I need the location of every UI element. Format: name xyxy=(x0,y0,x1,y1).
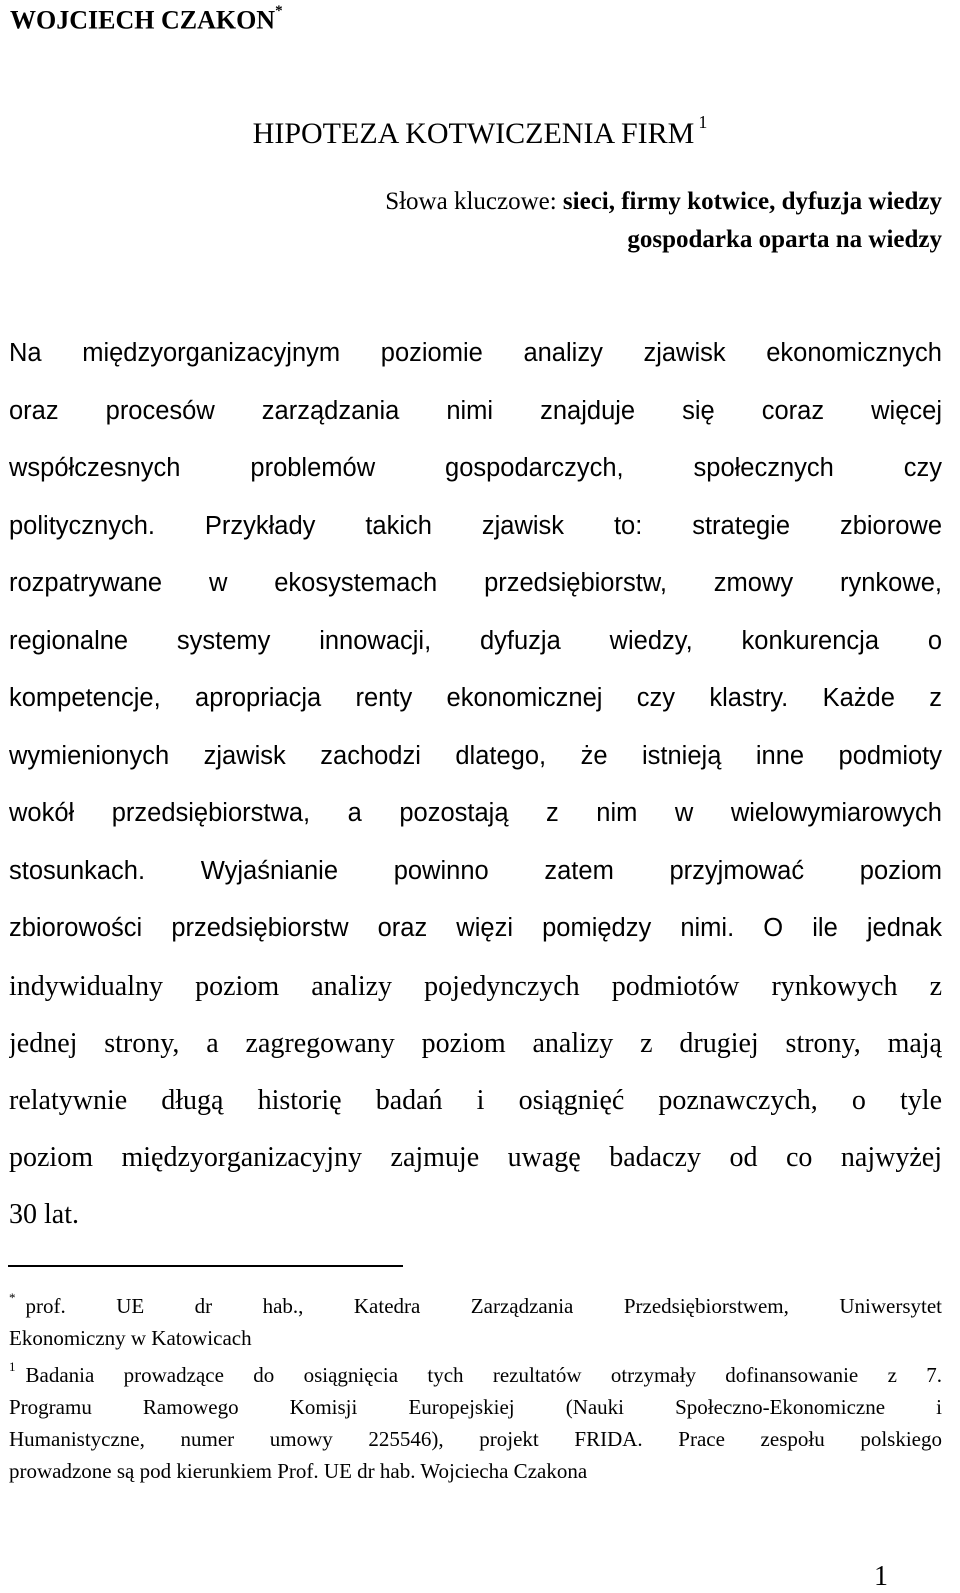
paper-title xyxy=(0,106,960,154)
author-name-text: WOJCIECH CZAKON xyxy=(10,5,276,35)
body-line: wymienionych zjawisk zachodzi dlatego, że istnieją inne podmioty xyxy=(9,741,942,770)
body-line: poziom międzyorganizacyjny zajmuje uwagę badaczy od co najwyżej xyxy=(9,1141,942,1173)
body-line: Na międzyorganizacyjnym poziomie analizy zjawisk ekonomicznych xyxy=(9,339,942,367)
footnote-1-line-2: Programu Ramowego Komisji Europejskiej (Nauki Społeczno-Ekonomiczne i xyxy=(9,1395,942,1419)
body-line: rozpatrywane w ekosystemach przedsiębiorstw, zmowy rynkowe, xyxy=(9,569,942,597)
author-name xyxy=(10,0,610,36)
keywords-values-2: gospodarka oparta na wiedzy xyxy=(627,226,942,253)
body-line: zbiorowości przedsiębiorstw oraz więzi pomiędzy nimi. O ile jednak xyxy=(9,914,942,942)
footnotes xyxy=(9,1285,942,1487)
title-footnote-ref: 1 xyxy=(698,112,708,132)
footnote-author-line-2: Ekonomiczny w Katowicach xyxy=(9,1326,252,1350)
footnote-author-marker: * xyxy=(9,1290,16,1305)
body-line: współczesnych problemów gospodarczych, społecznych czy xyxy=(9,454,942,482)
body-line: oraz procesów zarządzania nimi znajduje się coraz więcej xyxy=(9,396,942,425)
keywords-values-1: sieci, firmy kotwice, dyfuzja wiedzy xyxy=(562,188,942,215)
paper-title-text: HIPOTEZA KOTWICZENIA FIRM xyxy=(252,117,695,150)
body-line: kompetencje, apropriacja renty ekonomicznej czy klastry. Każde z xyxy=(9,684,942,712)
keywords-line-2 xyxy=(0,221,942,259)
body-line: indywidualny poziom analizy pojedynczych podmiotów rynkowych z xyxy=(9,970,942,1002)
footnote-1-line-3: Humanistyczne, numer umowy 225546), projekt FRIDA. Prace zespołu polskiego xyxy=(9,1427,942,1451)
body-line: politycznych. Przykłady takich zjawisk to: strategie zbiorowe xyxy=(9,511,942,540)
body-line: relatywnie długą historię badań i osiągnięć poznawczych, o tyle xyxy=(9,1084,942,1116)
author-footnote-marker: * xyxy=(275,3,283,19)
body-line: stosunkach. Wyjaśnianie powinno zatem przyjmować poziom xyxy=(9,856,942,885)
body-line: regionalne systemy innowacji, dyfuzja wiedzy, konkurencja o xyxy=(9,626,942,655)
footnote-author-line-1 xyxy=(9,1285,942,1322)
body-paragraph xyxy=(9,325,942,1243)
footnote-separator xyxy=(8,1265,403,1267)
page-number: 1 xyxy=(874,1561,888,1592)
footnote-1-text-1: Badania prowadzące do osiągnięcia tych rezultatów otrzymały dofinansowanie z 7. xyxy=(25,1363,942,1387)
footnote-author-text-1: prof. UE dr hab., Katedra Zarządzania Przedsiębiorstwem, Uniwersytet xyxy=(25,1294,942,1318)
footnote-1-line-4: prowadzone są pod kierunkiem Prof. UE dr hab. Wojciecha Czakona xyxy=(9,1459,588,1483)
keywords-label: Słowa kluczowe: xyxy=(385,188,557,215)
footnote-1-line-1 xyxy=(9,1354,942,1391)
keywords-block xyxy=(0,183,942,259)
body-line: jednej strony, a zagregowany poziom analizy z drugiej strony, mają xyxy=(9,1027,942,1059)
keywords-line-1 xyxy=(0,183,942,221)
body-line: wokół przedsiębiorstwa, a pozostają z nim w wielowymiarowych xyxy=(9,799,942,827)
body-line: 30 lat. xyxy=(9,1198,79,1230)
footnote-1-marker: 1 xyxy=(9,1359,16,1374)
